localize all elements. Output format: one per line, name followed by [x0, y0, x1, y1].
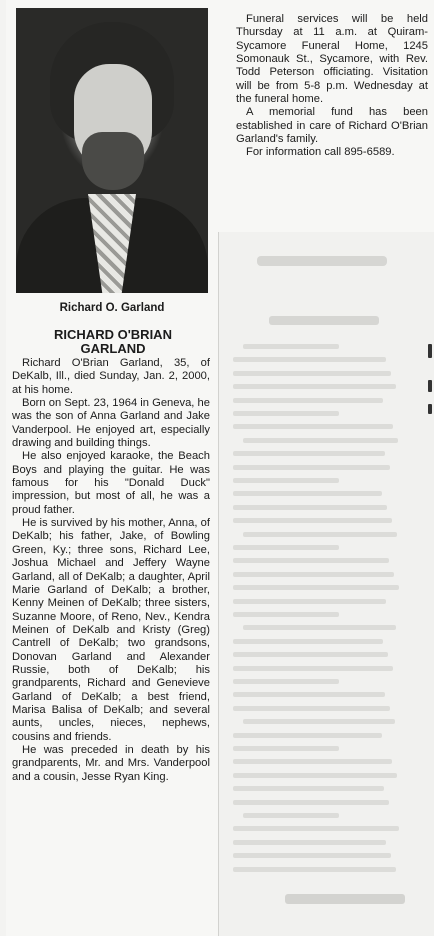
faded-text-line [233, 867, 396, 872]
faded-text-line [233, 572, 394, 577]
body-paragraph: He is survived by his mother, Anna, of DeKalb; his father, Jake, of Bowling Green, Ky.; three sons, Richard Lee, Joshua Michael and Jeffery Wayne Garland, all of DeKalb; a daughter, April Marie Garland of DeKalb; a brother, Kenny Meinen of DeKalb; three sisters, Suzanne Moore, of Reno, Nev., Kendra Meinen of DeKalb and Kristy (Greg) Cantrell of DeKalb; two grandsons, Donovan Garland and Alexander Russie, both of DeKalb; his grandparents, Richard and Genevieve Garland of DeKalb; a best friend, Marisa Balisa of DeKalb; and several aunts, uncles, nieces, nephews, cousins and friends. [12, 517, 210, 743]
faded-text-line [233, 853, 391, 858]
faded-clipping [218, 232, 434, 936]
faded-date-stamp [257, 256, 387, 266]
faded-text-line [233, 746, 339, 751]
faded-text-line [233, 491, 382, 496]
faded-text-line [233, 773, 397, 778]
faded-text-line [243, 438, 398, 443]
faded-text-line [233, 733, 382, 738]
faded-text-line [233, 706, 390, 711]
portrait-photo [16, 8, 208, 293]
body-paragraph: He also enjoyed karaoke, the Beach Boys and playing the guitar. He was famous for his "Donald Duck" impression, but most of all, he was a proud father. [12, 450, 210, 516]
body-paragraph: Richard O'Brian Garland, 35, of DeKalb, Ill., died Sunday, Jan. 2, 2000, at his home. [12, 357, 210, 396]
faded-text-line [233, 357, 386, 362]
faded-text-line [233, 759, 392, 764]
faded-text-line [243, 813, 339, 818]
funeral-paragraph: A memorial fund has been established in care of Richard O'Brian Garland's family. [236, 106, 428, 146]
body-paragraph: Born on Sept. 23, 1964 in Geneva, he was the son of Anna Garland and Jake Vanderpool. He enjoyed art, especially drawing and building things. [12, 397, 210, 450]
obituary-headline [16, 328, 210, 356]
edge-mark [428, 380, 432, 392]
headline-line-2: GARLAND [80, 341, 146, 356]
faded-text-line [233, 599, 386, 604]
faded-text-line [233, 800, 389, 805]
faded-text-line [233, 518, 392, 523]
faded-text-line [233, 840, 386, 845]
faded-text-line [243, 625, 396, 630]
faded-text-line [233, 371, 391, 376]
edge-mark [428, 344, 432, 358]
faded-footer [285, 894, 405, 904]
faded-text-line [233, 826, 399, 831]
faded-text-line [233, 545, 339, 550]
faded-text-line [243, 344, 339, 349]
faded-text-line [233, 411, 339, 416]
faded-text-line [233, 451, 385, 456]
faded-text-line [233, 398, 383, 403]
faded-text-line [243, 719, 395, 724]
faded-text-line [233, 424, 393, 429]
photo-caption: Richard O. Garland [59, 302, 165, 314]
faded-text-line [243, 532, 397, 537]
faded-text-line [233, 585, 399, 590]
faded-text-line [233, 692, 385, 697]
faded-text-line [233, 384, 396, 389]
body-paragraph: He was preceded in death by his grandparents, Mr. and Mrs. Vanderpool and a cousin, Jesse Ryan King. [12, 743, 210, 783]
faded-text-line [233, 679, 339, 684]
faded-text-line [233, 558, 389, 563]
funeral-paragraph: For information call 895-6589. [246, 146, 395, 159]
faded-text-line [233, 786, 384, 791]
faded-text-line [233, 465, 390, 470]
funeral-notice [236, 13, 428, 160]
edge-mark [428, 404, 432, 414]
headline-line-1: RICHARD O'BRIAN [54, 327, 172, 342]
faded-text-line [233, 478, 339, 483]
faded-text-line [233, 666, 393, 671]
faded-headline [269, 316, 379, 325]
obituary-body [12, 357, 210, 784]
faded-text-line [233, 652, 388, 657]
faded-text-line [233, 639, 383, 644]
faded-text-line [233, 505, 387, 510]
faded-text-line [233, 612, 339, 617]
funeral-paragraph: Funeral services will be held Thursday at 11 a.m. at Quiram-Sycamore Funeral Home, 1245 Somonauk St., Sycamore, with Rev. Todd Peterson officiating. Visitation will be from 5-8 p.m. Wednesday at the funeral home. [236, 13, 428, 106]
